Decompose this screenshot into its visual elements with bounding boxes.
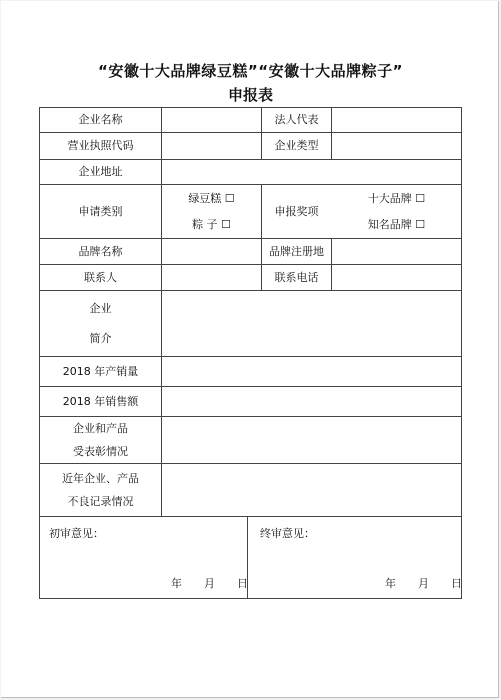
- label-bad-records-line1: 近年企业、产品: [62, 471, 139, 485]
- award-options: [332, 185, 461, 238]
- label-company-intro-line1: 企业: [89, 302, 112, 316]
- label-award-type: 申报奖项: [274, 204, 319, 218]
- label-final-review: 终审意见：: [260, 527, 315, 540]
- label-license-code: 营业执照代码: [67, 139, 134, 153]
- column-divider: [161, 107, 162, 516]
- label-company-address: 企业地址: [78, 165, 123, 179]
- label-2018-sales: 2018 年销售额: [62, 394, 139, 408]
- label-bad-records-line2: 不良记录情况: [67, 495, 134, 508]
- label-honors-line2: 受表彰情况: [73, 445, 128, 458]
- label-bad-records: [40, 464, 161, 516]
- label-company-type: 企业类型: [274, 139, 319, 153]
- table-border-right: [461, 107, 462, 599]
- label-legal-representative: 法人代表: [274, 113, 319, 127]
- label-contact-person: 联系人: [84, 270, 117, 284]
- label-honors-line1: 企业和产品: [73, 421, 128, 435]
- option-mung-bean-cake-checkbox[interactable]: 绿豆糕 ☐: [188, 192, 235, 206]
- label-company-intro: [40, 291, 161, 356]
- application-form-table: [39, 107, 462, 599]
- label-brand-registration-place: 品牌注册地: [269, 244, 324, 258]
- label-apply-category: 申请类别: [78, 204, 123, 218]
- label-company-intro-line2: 简介: [89, 331, 112, 345]
- label-company-name: 企业名称: [78, 113, 123, 127]
- column-divider: [331, 238, 332, 290]
- first-review-date: 年 月 日: [171, 577, 248, 590]
- label-brand-name: 品牌名称: [78, 244, 123, 258]
- category-options: [162, 185, 261, 238]
- form-subtitle: 申报表: [227, 86, 273, 104]
- column-divider: [331, 107, 332, 159]
- label-contact-phone: 联系电话: [274, 270, 319, 284]
- option-famous-brand-checkbox[interactable]: 知名品牌 ☐: [367, 217, 426, 231]
- form-title: “安徽十大品牌绿豆糕”“安徽十大品牌粽子”: [98, 62, 403, 80]
- row-divider: [39, 516, 462, 517]
- label-2018-output: 2018 年产销量: [62, 364, 139, 378]
- label-honors: [40, 417, 161, 463]
- label-first-review: 初审意见：: [49, 527, 104, 540]
- table-border-bottom: [39, 598, 462, 599]
- final-review-date: 年 月 日: [385, 577, 462, 590]
- option-zongzi-checkbox[interactable]: 粽 子 ☐: [192, 217, 231, 231]
- option-top-ten-brand-checkbox[interactable]: 十大品牌 ☐: [367, 192, 426, 206]
